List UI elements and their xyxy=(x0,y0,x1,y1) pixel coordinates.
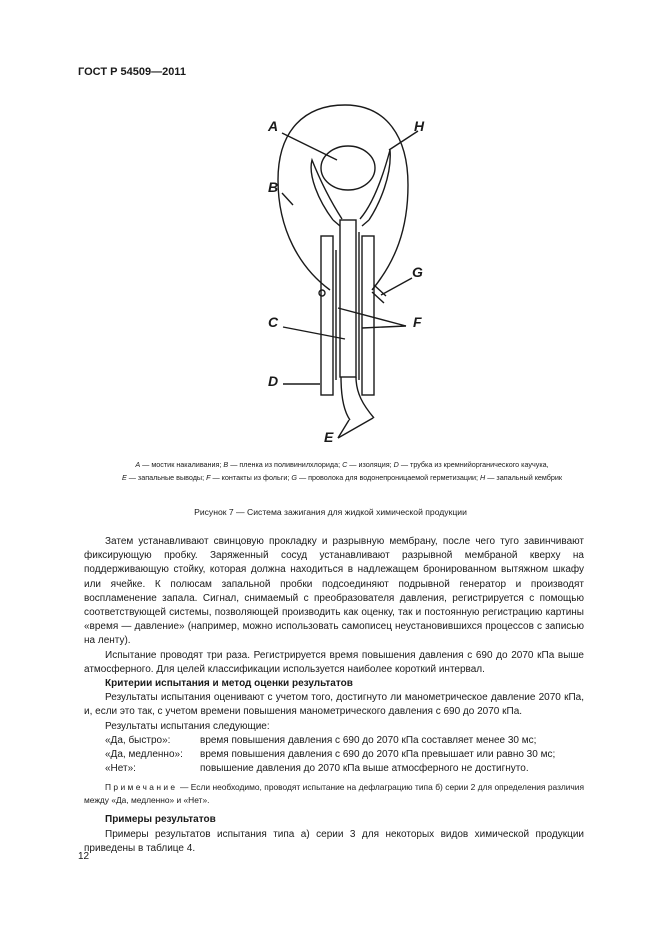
fuse-lead-right xyxy=(356,377,374,418)
bridge-circle xyxy=(321,146,375,190)
paragraph: Испытание проводят три раза. Регистрируется время повышения давления с 690 до 2070 кПа выше атмосферного. Для целей классификации используется наиболее короткий интервал. xyxy=(84,649,584,675)
document-header: ГОСТ Р 54509—2011 xyxy=(78,66,186,78)
ignition-system-diagram xyxy=(0,0,661,460)
result-line: «Да, быстро»: время повышения давления с 690 до 2070 кПа составляет менее 30 мс; xyxy=(105,734,537,746)
result-line: «Нет»: повышение давления до 2070 кПа выше атмосферного не достигнуто. xyxy=(105,763,529,775)
label-h: H xyxy=(414,118,425,134)
figure-legend: A — мостик накаливания; B — пленка из поливинилхлорида; C — изоляция; D — трубка из кремнийорганического каучука, E — запальные выводы; F — контакты из фольги; G — проволока для водонепроницаемой герметизации; H — запальный кембрик xyxy=(121,460,563,482)
note: Примечание — Если необходимо, проводят испытание на дефлаграцию типа б) серии 2 для определения различия между «Да, медленно» и «Нет». xyxy=(84,782,585,806)
paragraph: Затем устанавливают свинцовую прокладку и разрывную мембрану, после чего туго завинчивают фиксирующую пробку. Заряженный сосуд устанавливают разрывной мембраной кверху на поддерживающую стойку, которая должна находиться в надлежащем бронированном вытяжном шкафу или ячейке. К полюсам запальной пробки подсоединяют подрывной генератор и производят воспламенение запала. Сигнал, снимаемый с преобразователя давления, регистрируется с помощью соответствующей системы, позволяющей производить как оценку, так и постоянную регистрацию картины «время — давление» (например, можно использовать самописец неустановившихся процессов с записью на ленту). xyxy=(84,536,584,647)
paragraph: Результаты испытания следующие: xyxy=(105,720,270,732)
pvc-film-outline xyxy=(278,105,408,290)
result-line: «Да, медленно»: время повышения давления с 690 до 2070 кПа превышает или равно 30 мс; xyxy=(105,749,556,761)
paragraph: Примеры результатов испытания типа а) серии 3 для некоторых видов химической продукции приведены в таблице 4. xyxy=(84,828,584,854)
paragraph: Результаты испытания оценивают с учетом того, достигнуто ли манометрическое давление 2070 кПа, и, если это так, с учетом времени повышения манометрического давления с 690 до 2070 кПа. xyxy=(84,692,584,718)
section-heading: Критерии испытания и метод оценки результатов xyxy=(105,678,353,690)
label-e: E xyxy=(324,429,334,445)
body-text xyxy=(84,535,584,856)
section-heading: Примеры результатов xyxy=(105,814,216,826)
label-f: F xyxy=(413,314,422,330)
figure-title: Рисунок 7 — Система зажигания для жидкой химической продукции xyxy=(194,507,467,517)
label-d: D xyxy=(268,373,279,389)
fuse-lead-left xyxy=(341,377,350,420)
silicone-tube-left xyxy=(321,236,333,395)
page-number: 12 xyxy=(78,851,90,862)
sealing-wire-knot-left xyxy=(319,290,325,296)
label-c: C xyxy=(268,314,279,330)
label-g: G xyxy=(412,264,423,280)
label-a: A xyxy=(268,118,279,134)
insulation-core xyxy=(340,220,356,377)
label-b: B xyxy=(268,179,279,195)
